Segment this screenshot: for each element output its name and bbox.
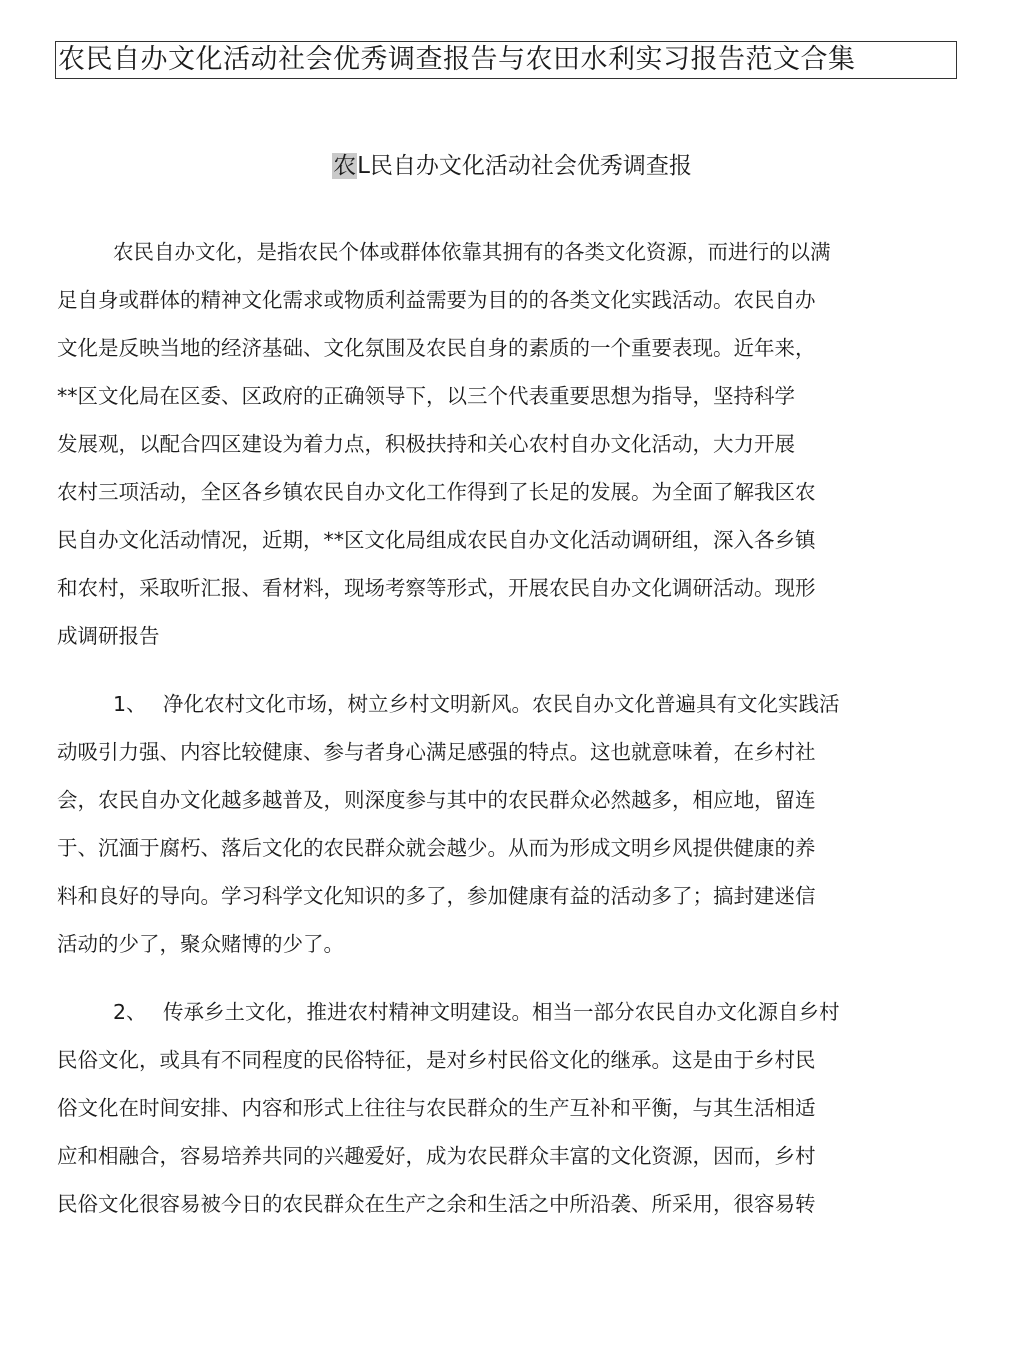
- paragraph-line: 应和相融合，容易培养共同的兴趣爱好，成为农民群众丰富的文化资源，因而，乡村: [57, 1144, 816, 1168]
- paragraph-line: **区文化局在区委、区政府的正确领导下，以三个代表重要思想为指导，坚持科学: [57, 384, 795, 408]
- section-title-highlight: 农: [333, 153, 357, 179]
- document-title: 农民自办文化活动社会优秀调查报告与农田水利实习报告范文合集: [55, 41, 957, 79]
- paragraph-line: 成调研报告: [57, 624, 160, 648]
- paragraph-line: 农村三项活动，全区各乡镇农民自办文化工作得到了长足的发展。为全面了解我区农: [57, 480, 816, 504]
- section-title: [0, 150, 1024, 182]
- paragraph-line: 文化是反映当地的经济基础、文化氛围及农民自身的素质的一个重要表现。近年来，: [57, 336, 816, 360]
- paragraph-line: 于、沉湎于腐朽、落后文化的农民群众就会越少。从而为形成文明乡风提供健康的养: [57, 836, 816, 860]
- paragraph-line: 足自身或群体的精神文化需求或物质利益需要为目的的各类文化实践活动。农民自办: [57, 288, 816, 312]
- paragraph-line: 会，农民自办文化越多越普及，则深度参与其中的农民群众必然越多，相应地，留连: [57, 788, 816, 812]
- document-body: [57, 228, 941, 1248]
- paragraph-line: 俗文化在时间安排、内容和形式上往往与农民群众的生产互补和平衡，与其生活相适: [57, 1096, 816, 1120]
- paragraph-line-text: 传承乡土文化，推进农村精神文明建设。相当一部分农民自办文化源自乡村: [163, 1000, 840, 1024]
- paragraph-line: 活动的少了，聚众赌博的少了。: [57, 932, 344, 956]
- paragraph-line: [57, 680, 941, 728]
- paragraph-line: 农民自办文化，是指农民个体或群体依靠其拥有的各类文化资源，而进行的以满: [113, 240, 831, 264]
- paragraph-point-1: [57, 680, 941, 968]
- paragraph-line: 民俗文化，或具有不同程度的民俗特征，是对乡村民俗文化的继承。这是由于乡村民: [57, 1048, 816, 1072]
- section-title-text: L民自办文化活动社会优秀调查报: [357, 153, 692, 179]
- paragraph-line: 动吸引力强、内容比较健康、参与者身心满足感强的特点。这也就意味着，在乡村社: [57, 740, 816, 764]
- paragraph-intro: [57, 228, 941, 660]
- paragraph-line: 和农村，采取听汇报、看材料，现场考察等形式，开展农民自办文化调研活动。现形: [57, 576, 816, 600]
- paragraph-line-text: 净化农村文化市场，树立乡村文明新风。农民自办文化普遍具有文化实践活: [163, 692, 840, 716]
- paragraph-point-2: [57, 988, 941, 1228]
- paragraph-line: 民俗文化很容易被今日的农民群众在生产之余和生活之中所沿袭、所采用，很容易转: [57, 1192, 816, 1216]
- paragraph-line: 料和良好的导向。学习科学文化知识的多了，参加健康有益的活动多了；搞封建迷信: [57, 884, 816, 908]
- list-number: 1、: [113, 692, 147, 716]
- paragraph-line: 民自办文化活动情况，近期，**区文化局组成农民自办文化活动调研组，深入各乡镇: [57, 528, 816, 552]
- paragraph-line: 发展观，以配合四区建设为着力点，积极扶持和关心农村自办文化活动，大力开展: [57, 432, 795, 456]
- list-number: 2、: [113, 1000, 147, 1024]
- paragraph-line: [57, 988, 941, 1036]
